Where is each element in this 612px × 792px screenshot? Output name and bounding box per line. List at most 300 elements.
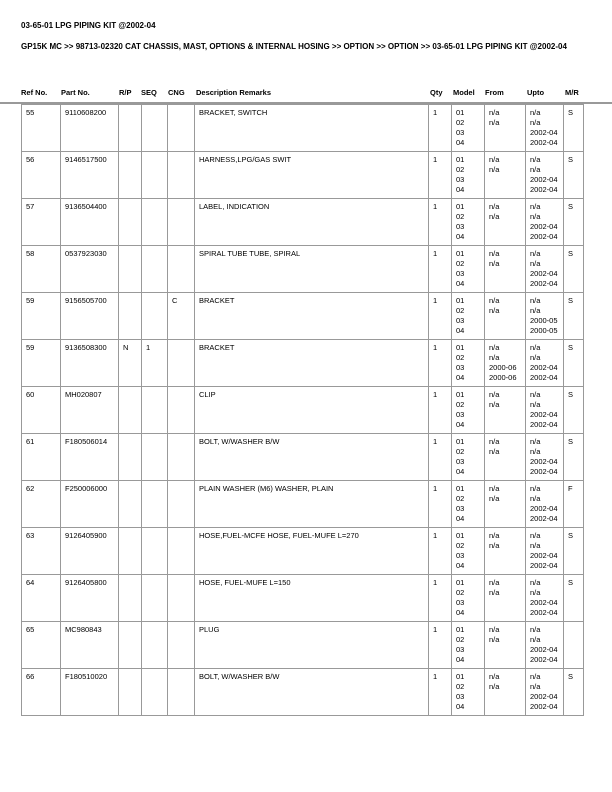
model-line: 02 xyxy=(456,494,465,503)
cell-from xyxy=(485,340,526,387)
upto-line: 2002-04 xyxy=(530,457,558,466)
cell-rp xyxy=(119,481,142,528)
cell-model xyxy=(452,293,485,340)
cell-seq xyxy=(142,293,168,340)
upto-line: n/a xyxy=(530,672,541,681)
table-row[interactable] xyxy=(22,293,584,340)
cell-seq: 1 xyxy=(142,340,168,387)
upto-line: n/a xyxy=(530,165,541,174)
col-header-desc: Description Remarks xyxy=(196,88,272,97)
upto-line: n/a xyxy=(530,437,541,446)
cell-from xyxy=(485,105,526,152)
upto-line: 2002-04 xyxy=(530,128,558,137)
upto-line: 2002-04 xyxy=(530,420,558,429)
cell-cng xyxy=(168,340,195,387)
cell-rp xyxy=(119,434,142,481)
cell-model xyxy=(452,340,485,387)
cell-upto xyxy=(526,340,564,387)
from-line: n/a xyxy=(489,400,500,409)
cell-ref: 55 xyxy=(22,105,61,152)
upto-line: n/a xyxy=(530,588,541,597)
table-row[interactable] xyxy=(22,340,584,387)
model-line: 01 xyxy=(456,390,465,399)
model-line: 03 xyxy=(456,645,465,654)
from-line xyxy=(489,551,521,561)
table-row[interactable] xyxy=(22,199,584,246)
upto-line: 2002-04 xyxy=(530,185,558,194)
cell-qty: 1 xyxy=(429,481,452,528)
from-line xyxy=(489,138,521,148)
cell-mr: S xyxy=(564,105,584,152)
model-line: 03 xyxy=(456,175,465,184)
from-line xyxy=(489,598,521,608)
from-line xyxy=(489,326,521,336)
from-line: n/a xyxy=(489,118,500,127)
cell-qty: 1 xyxy=(429,528,452,575)
from-line: n/a xyxy=(489,390,500,399)
from-line xyxy=(489,645,521,655)
cell-from xyxy=(485,575,526,622)
cell-mr: S xyxy=(564,575,584,622)
cell-mr: S xyxy=(564,528,584,575)
cell-seq xyxy=(142,152,168,199)
cell-part: MH020807 xyxy=(61,387,119,434)
upto-line: n/a xyxy=(530,484,541,493)
cell-cng xyxy=(168,669,195,716)
upto-line: 2002-04 xyxy=(530,551,558,560)
cell-rp xyxy=(119,575,142,622)
cell-rp xyxy=(119,528,142,575)
model-line: 04 xyxy=(456,467,465,476)
from-line xyxy=(489,504,521,514)
cell-upto xyxy=(526,293,564,340)
cell-part: F180506014 xyxy=(61,434,119,481)
cell-cng xyxy=(168,152,195,199)
cell-upto xyxy=(526,481,564,528)
cell-upto xyxy=(526,105,564,152)
cell-model xyxy=(452,434,485,481)
upto-line: 2002-04 xyxy=(530,504,558,513)
cell-from xyxy=(485,622,526,669)
cell-ref: 58 xyxy=(22,246,61,293)
from-line: n/a xyxy=(489,202,500,211)
cell-qty: 1 xyxy=(429,293,452,340)
upto-line: 2002-04 xyxy=(530,655,558,664)
cell-part: 9136504400 xyxy=(61,199,119,246)
upto-line: n/a xyxy=(530,447,541,456)
cell-upto xyxy=(526,434,564,481)
cell-mr: S xyxy=(564,152,584,199)
model-line: 02 xyxy=(456,588,465,597)
col-header-upto: Upto xyxy=(527,88,545,97)
cell-qty: 1 xyxy=(429,246,452,293)
cell-cng xyxy=(168,434,195,481)
model-line: 01 xyxy=(456,155,465,164)
from-line: n/a xyxy=(489,249,500,258)
cell-ref: 62 xyxy=(22,481,61,528)
model-line: 02 xyxy=(456,400,465,409)
cell-model xyxy=(452,105,485,152)
from-line xyxy=(489,561,521,571)
breadcrumb: GP15K MC >> 98713-02320 CAT CHASSIS, MAST, OPTIONS & INTERNAL HOSING >> OPTION >> OPTION >> 03-65-01 LPG PIPING KIT @2002-04 xyxy=(21,42,567,51)
table-row[interactable] xyxy=(22,622,584,669)
model-line: 01 xyxy=(456,437,465,446)
page-title: 03-65-01 LPG PIPING KIT @2002-04 xyxy=(21,21,156,30)
model-line: 04 xyxy=(456,373,465,382)
model-line: 04 xyxy=(456,138,465,147)
cell-part: 9110608200 xyxy=(61,105,119,152)
col-header-mr: M/R xyxy=(565,88,579,97)
model-line: 04 xyxy=(456,279,465,288)
cell-seq xyxy=(142,622,168,669)
from-line xyxy=(489,410,521,420)
cell-rp xyxy=(119,669,142,716)
upto-line: 2002-04 xyxy=(530,269,558,278)
model-line: 03 xyxy=(456,598,465,607)
cell-qty: 1 xyxy=(429,199,452,246)
cell-from xyxy=(485,152,526,199)
from-line: n/a xyxy=(489,447,500,456)
cell-part: 0537923030 xyxy=(61,246,119,293)
upto-line: 2002-04 xyxy=(530,692,558,701)
model-line: 01 xyxy=(456,343,465,352)
cell-seq xyxy=(142,246,168,293)
model-line: 03 xyxy=(456,128,465,137)
model-line: 02 xyxy=(456,635,465,644)
col-header-qty: Qty xyxy=(430,88,443,97)
cell-seq xyxy=(142,434,168,481)
upto-line: n/a xyxy=(530,118,541,127)
from-line: n/a xyxy=(489,155,500,164)
upto-line: 2002-04 xyxy=(530,608,558,617)
from-line: n/a xyxy=(489,108,500,117)
cell-qty: 1 xyxy=(429,669,452,716)
cell-model xyxy=(452,622,485,669)
model-line: 04 xyxy=(456,561,465,570)
cell-desc: PLUG xyxy=(195,622,429,669)
upto-line: n/a xyxy=(530,494,541,503)
upto-line: n/a xyxy=(530,155,541,164)
upto-line: n/a xyxy=(530,400,541,409)
upto-line: n/a xyxy=(530,108,541,117)
cell-upto xyxy=(526,387,564,434)
cell-model xyxy=(452,669,485,716)
col-header-seq: SEQ xyxy=(141,88,157,97)
table-row[interactable] xyxy=(22,481,584,528)
upto-line: n/a xyxy=(530,625,541,634)
cell-cng xyxy=(168,246,195,293)
cell-part: 9156505700 xyxy=(61,293,119,340)
upto-line: 2002-04 xyxy=(530,138,558,147)
cell-rp xyxy=(119,105,142,152)
upto-line: n/a xyxy=(530,390,541,399)
model-line: 02 xyxy=(456,259,465,268)
from-line xyxy=(489,457,521,467)
model-line: 04 xyxy=(456,185,465,194)
upto-line: 2002-04 xyxy=(530,373,558,382)
from-line xyxy=(489,692,521,702)
model-line: 02 xyxy=(456,165,465,174)
parts-table xyxy=(21,104,584,716)
cell-from xyxy=(485,199,526,246)
upto-line: n/a xyxy=(530,202,541,211)
col-header-model: Model xyxy=(453,88,475,97)
from-line xyxy=(489,185,521,195)
cell-desc: CLIP xyxy=(195,387,429,434)
from-line: n/a xyxy=(489,165,500,174)
cell-qty: 1 xyxy=(429,434,452,481)
cell-mr: S xyxy=(564,387,584,434)
upto-line: 2002-04 xyxy=(530,410,558,419)
cell-desc: SPIRAL TUBE TUBE, SPIRAL xyxy=(195,246,429,293)
cell-ref: 59 xyxy=(22,340,61,387)
from-line: n/a xyxy=(489,296,500,305)
from-line xyxy=(489,316,521,326)
from-line xyxy=(489,467,521,477)
upto-line: n/a xyxy=(530,306,541,315)
cell-upto xyxy=(526,528,564,575)
cell-seq xyxy=(142,387,168,434)
cell-ref: 59 xyxy=(22,293,61,340)
from-line xyxy=(489,222,521,232)
model-line: 03 xyxy=(456,363,465,372)
cell-ref: 56 xyxy=(22,152,61,199)
upto-line: 2002-04 xyxy=(530,467,558,476)
cell-from xyxy=(485,293,526,340)
cell-rp xyxy=(119,387,142,434)
cell-desc: BOLT, W/WASHER B/W xyxy=(195,669,429,716)
model-line: 01 xyxy=(456,249,465,258)
cell-rp xyxy=(119,622,142,669)
upto-line: n/a xyxy=(530,249,541,258)
cell-upto xyxy=(526,199,564,246)
cell-desc: HARNESS,LPG/GAS SWIT xyxy=(195,152,429,199)
cell-upto xyxy=(526,669,564,716)
cell-desc: HOSE, FUEL-MUFE L=150 xyxy=(195,575,429,622)
from-line: n/a xyxy=(489,635,500,644)
cell-model xyxy=(452,481,485,528)
model-line: 01 xyxy=(456,296,465,305)
model-line: 04 xyxy=(456,702,465,711)
from-line xyxy=(489,232,521,242)
model-line: 03 xyxy=(456,222,465,231)
cell-mr xyxy=(564,622,584,669)
from-line xyxy=(489,608,521,618)
upto-line: n/a xyxy=(530,353,541,362)
upto-line: 2002-04 xyxy=(530,363,558,372)
cell-model xyxy=(452,387,485,434)
from-line xyxy=(489,128,521,138)
cell-model xyxy=(452,575,485,622)
from-line: n/a xyxy=(489,484,500,493)
table-row[interactable] xyxy=(22,575,584,622)
cell-mr: S xyxy=(564,199,584,246)
from-line xyxy=(489,655,521,665)
cell-ref: 61 xyxy=(22,434,61,481)
model-line: 02 xyxy=(456,212,465,221)
model-line: 03 xyxy=(456,504,465,513)
from-line xyxy=(489,175,521,185)
cell-desc: BRACKET xyxy=(195,340,429,387)
cell-part: 9136508300 xyxy=(61,340,119,387)
model-line: 03 xyxy=(456,551,465,560)
from-line: 2000-06 xyxy=(489,363,517,372)
from-line: n/a xyxy=(489,625,500,634)
cell-upto xyxy=(526,246,564,293)
cell-from xyxy=(485,434,526,481)
model-line: 03 xyxy=(456,457,465,466)
cell-mr: S xyxy=(564,434,584,481)
cell-from xyxy=(485,246,526,293)
cell-rp xyxy=(119,246,142,293)
from-line xyxy=(489,269,521,279)
cell-ref: 63 xyxy=(22,528,61,575)
cell-cng xyxy=(168,105,195,152)
cell-qty: 1 xyxy=(429,340,452,387)
cell-qty: 1 xyxy=(429,152,452,199)
cell-upto xyxy=(526,152,564,199)
cell-part: 9126405800 xyxy=(61,575,119,622)
cell-mr: S xyxy=(564,246,584,293)
cell-upto xyxy=(526,575,564,622)
upto-line: 2002-04 xyxy=(530,175,558,184)
upto-line: n/a xyxy=(530,531,541,540)
model-line: 04 xyxy=(456,420,465,429)
cell-ref: 65 xyxy=(22,622,61,669)
table-row[interactable] xyxy=(22,669,584,716)
col-header-cng: CNG xyxy=(168,88,185,97)
cell-desc: LABEL, INDICATION xyxy=(195,199,429,246)
from-line xyxy=(489,420,521,430)
upto-line: n/a xyxy=(530,259,541,268)
from-line: n/a xyxy=(489,494,500,503)
cell-qty: 1 xyxy=(429,622,452,669)
upto-line: n/a xyxy=(530,635,541,644)
cell-ref: 64 xyxy=(22,575,61,622)
model-line: 04 xyxy=(456,326,465,335)
upto-line: n/a xyxy=(530,541,541,550)
cell-part: F250006000 xyxy=(61,481,119,528)
upto-line: n/a xyxy=(530,296,541,305)
model-line: 03 xyxy=(456,692,465,701)
upto-line: n/a xyxy=(530,682,541,691)
cell-cng xyxy=(168,387,195,434)
cell-desc: HOSE,FUEL-MCFE HOSE, FUEL-MUFE L=270 xyxy=(195,528,429,575)
cell-part: F180510020 xyxy=(61,669,119,716)
model-line: 03 xyxy=(456,269,465,278)
from-line: n/a xyxy=(489,531,500,540)
from-line: n/a xyxy=(489,259,500,268)
cell-model xyxy=(452,152,485,199)
cell-model xyxy=(452,199,485,246)
table-row[interactable] xyxy=(22,528,584,575)
model-line: 02 xyxy=(456,682,465,691)
model-line: 02 xyxy=(456,541,465,550)
table-row[interactable] xyxy=(22,105,584,152)
table-row[interactable] xyxy=(22,246,584,293)
model-line: 02 xyxy=(456,447,465,456)
model-line: 04 xyxy=(456,608,465,617)
cell-mr: S xyxy=(564,340,584,387)
cell-model xyxy=(452,246,485,293)
cell-seq xyxy=(142,528,168,575)
upto-line: 2002-04 xyxy=(530,279,558,288)
cell-from xyxy=(485,528,526,575)
cell-desc: BRACKET xyxy=(195,293,429,340)
model-line: 04 xyxy=(456,514,465,523)
model-line: 01 xyxy=(456,578,465,587)
upto-line: n/a xyxy=(530,343,541,352)
cell-ref: 60 xyxy=(22,387,61,434)
table-row[interactable] xyxy=(22,434,584,481)
upto-line: 2002-04 xyxy=(530,598,558,607)
from-line: n/a xyxy=(489,588,500,597)
model-line: 01 xyxy=(456,484,465,493)
cell-upto xyxy=(526,622,564,669)
cell-seq xyxy=(142,669,168,716)
col-header-rp: R/P xyxy=(119,88,132,97)
cell-mr: S xyxy=(564,669,584,716)
cell-part: 9146517500 xyxy=(61,152,119,199)
cell-mr: F xyxy=(564,481,584,528)
cell-seq xyxy=(142,199,168,246)
from-line xyxy=(489,279,521,289)
from-line: n/a xyxy=(489,353,500,362)
cell-desc: PLAIN WASHER (M6) WASHER, PLAIN xyxy=(195,481,429,528)
col-header-part: Part No. xyxy=(61,88,90,97)
cell-cng xyxy=(168,528,195,575)
cell-cng xyxy=(168,481,195,528)
table-row[interactable] xyxy=(22,152,584,199)
from-line xyxy=(489,514,521,524)
model-line: 02 xyxy=(456,118,465,127)
model-line: 01 xyxy=(456,108,465,117)
from-line xyxy=(489,702,521,712)
model-line: 04 xyxy=(456,232,465,241)
upto-line: 2002-04 xyxy=(530,232,558,241)
upto-line: 2002-04 xyxy=(530,561,558,570)
cell-cng xyxy=(168,199,195,246)
cell-seq xyxy=(142,575,168,622)
from-line: n/a xyxy=(489,437,500,446)
from-line: n/a xyxy=(489,682,500,691)
cell-ref: 57 xyxy=(22,199,61,246)
upto-line: 2002-04 xyxy=(530,222,558,231)
cell-cng: C xyxy=(168,293,195,340)
cell-from xyxy=(485,387,526,434)
upto-line: 2002-04 xyxy=(530,645,558,654)
upto-line: n/a xyxy=(530,578,541,587)
table-row[interactable] xyxy=(22,387,584,434)
cell-part: MC980843 xyxy=(61,622,119,669)
cell-qty: 1 xyxy=(429,575,452,622)
upto-line: 2002-04 xyxy=(530,702,558,711)
model-line: 03 xyxy=(456,410,465,419)
upto-line: 2002-04 xyxy=(530,514,558,523)
cell-qty: 1 xyxy=(429,387,452,434)
cell-rp xyxy=(119,199,142,246)
cell-desc: BOLT, W/WASHER B/W xyxy=(195,434,429,481)
col-header-ref: Ref No. xyxy=(21,88,48,97)
from-line: n/a xyxy=(489,212,500,221)
cell-model xyxy=(452,528,485,575)
model-line: 01 xyxy=(456,202,465,211)
from-line: n/a xyxy=(489,672,500,681)
cell-rp: N xyxy=(119,340,142,387)
model-line: 01 xyxy=(456,672,465,681)
cell-cng xyxy=(168,622,195,669)
from-line: n/a xyxy=(489,541,500,550)
